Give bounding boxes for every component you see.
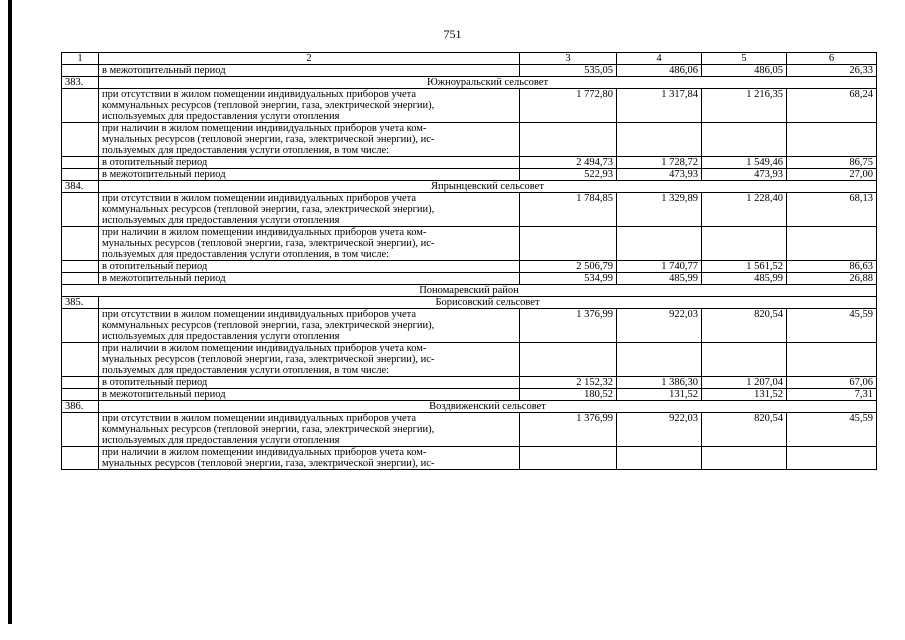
value-cell: 1 216,35 — [702, 89, 787, 123]
value-cell — [787, 343, 877, 377]
row-description — [99, 389, 520, 401]
row-number — [62, 261, 99, 273]
description-line: мунальных ресурсов (тепловой энергии, газа, электрической энергии), ис- — [102, 238, 435, 249]
column-header: 2 — [99, 53, 520, 65]
row-description — [99, 413, 520, 447]
row-number — [62, 193, 99, 227]
description-line: коммунальных ресурсов (тепловой энергии, газа, электрической энергии), — [102, 204, 435, 215]
column-header: 6 — [787, 53, 877, 65]
row-number — [62, 89, 99, 123]
value-cell — [787, 227, 877, 261]
table-row — [62, 227, 877, 261]
value-cell: 1 317,84 — [617, 89, 702, 123]
row-number — [62, 447, 99, 470]
description-line: при отсутствии в жилом помещении индивидуальных приборов учета — [102, 89, 417, 100]
value-cell — [520, 343, 617, 377]
value-cell: 1 740,77 — [617, 261, 702, 273]
section-row — [62, 297, 877, 309]
description-line: при наличии в жилом помещении индивидуальных приборов учета ком- — [102, 123, 427, 134]
value-cell: 1 728,72 — [617, 157, 702, 169]
value-cell: 26,88 — [787, 273, 877, 285]
value-cell: 1 386,30 — [617, 377, 702, 389]
column-header: 5 — [702, 53, 787, 65]
value-cell: 131,52 — [702, 389, 787, 401]
value-cell: 485,99 — [702, 273, 787, 285]
value-cell: 1 207,04 — [702, 377, 787, 389]
table-row — [62, 123, 877, 157]
value-cell — [702, 447, 787, 470]
table-row — [62, 65, 877, 77]
value-cell — [702, 343, 787, 377]
description-line: используемых для предоставления услуги отопления — [102, 215, 340, 226]
description-line: мунальных ресурсов (тепловой энергии, газа, электрической энергии), ис- — [102, 354, 435, 365]
tariff-table — [61, 52, 877, 470]
value-cell: 1 228,40 — [702, 193, 787, 227]
row-description — [99, 377, 520, 389]
row-description — [99, 89, 520, 123]
description-line: пользуемых для предоставления услуги отопления, в том числе: — [102, 249, 390, 260]
value-cell: 1 549,46 — [702, 157, 787, 169]
table-row — [62, 309, 877, 343]
section-title: Борисовский сельсовет — [99, 297, 877, 309]
description-line: используемых для предоставления услуги отопления — [102, 111, 340, 122]
description-line: при отсутствии в жилом помещении индивидуальных приборов учета — [102, 413, 417, 424]
value-cell — [617, 227, 702, 261]
row-number — [62, 343, 99, 377]
value-cell: 1 376,99 — [520, 309, 617, 343]
value-cell: 922,03 — [617, 309, 702, 343]
value-cell — [702, 123, 787, 157]
value-cell: 180,52 — [520, 389, 617, 401]
page-number: 751 — [443, 27, 462, 41]
table-row — [62, 157, 877, 169]
value-cell — [520, 123, 617, 157]
section-row — [62, 181, 877, 193]
district-row — [62, 285, 877, 297]
row-number — [62, 227, 99, 261]
row-description — [99, 227, 520, 261]
value-cell — [617, 447, 702, 470]
value-cell: 535,05 — [520, 65, 617, 77]
column-header: 1 — [62, 53, 99, 65]
value-cell: 68,24 — [787, 89, 877, 123]
value-cell — [617, 343, 702, 377]
table-header-row — [62, 53, 877, 65]
value-cell: 922,03 — [617, 413, 702, 447]
section-number: 383. — [62, 77, 99, 89]
description-line: при отсутствии в жилом помещении индивидуальных приборов учета — [102, 193, 417, 204]
value-cell: 820,54 — [702, 413, 787, 447]
section-row — [62, 77, 877, 89]
table-row — [62, 343, 877, 377]
value-cell: 86,63 — [787, 261, 877, 273]
table-row — [62, 413, 877, 447]
section-row — [62, 401, 877, 413]
row-number — [62, 377, 99, 389]
table-row — [62, 377, 877, 389]
section-number: 386. — [62, 401, 99, 413]
row-description — [99, 273, 520, 285]
value-cell: 473,93 — [702, 169, 787, 181]
row-number — [62, 65, 99, 77]
row-number — [62, 413, 99, 447]
row-description — [99, 65, 520, 77]
value-cell: 27,00 — [787, 169, 877, 181]
value-cell: 820,54 — [702, 309, 787, 343]
value-cell: 473,93 — [617, 169, 702, 181]
description-line: в межотопительный период — [102, 389, 226, 400]
value-cell: 522,93 — [520, 169, 617, 181]
column-header: 4 — [617, 53, 702, 65]
table-row — [62, 273, 877, 285]
section-title: Воздвиженский сельсовет — [99, 401, 877, 413]
row-number — [62, 123, 99, 157]
description-line: в отопительный период — [102, 157, 208, 168]
row-description — [99, 447, 520, 470]
row-description — [99, 343, 520, 377]
description-line: используемых для предоставления услуги отопления — [102, 331, 340, 342]
description-line: при наличии в жилом помещении индивидуальных приборов учета ком- — [102, 227, 427, 238]
value-cell: 26,33 — [787, 65, 877, 77]
value-cell: 486,06 — [617, 65, 702, 77]
value-cell: 1 772,80 — [520, 89, 617, 123]
value-cell: 485,99 — [617, 273, 702, 285]
value-cell: 2 152,32 — [520, 377, 617, 389]
value-cell — [520, 447, 617, 470]
table-row — [62, 261, 877, 273]
value-cell: 45,59 — [787, 413, 877, 447]
section-title: Южноуральский сельсовет — [99, 77, 877, 89]
value-cell — [617, 123, 702, 157]
scan-edge-bar — [8, 0, 12, 624]
table-row — [62, 389, 877, 401]
value-cell: 1 329,89 — [617, 193, 702, 227]
row-number — [62, 169, 99, 181]
description-line: при отсутствии в жилом помещении индивидуальных приборов учета — [102, 309, 417, 320]
table-row — [62, 193, 877, 227]
value-cell: 2 494,73 — [520, 157, 617, 169]
row-number — [62, 389, 99, 401]
value-cell: 1 561,52 — [702, 261, 787, 273]
value-cell: 68,13 — [787, 193, 877, 227]
section-title: Япрынцевский сельсовет — [99, 181, 877, 193]
section-number: 385. — [62, 297, 99, 309]
value-cell: 534,99 — [520, 273, 617, 285]
description-line: коммунальных ресурсов (тепловой энергии, газа, электрической энергии), — [102, 100, 435, 111]
table-body — [62, 53, 877, 470]
value-cell: 7,31 — [787, 389, 877, 401]
row-description — [99, 309, 520, 343]
value-cell: 486,05 — [702, 65, 787, 77]
description-line: в отопительный период — [102, 261, 208, 272]
description-line: мунальных ресурсов (тепловой энергии, газа, электрической энергии), ис- — [102, 458, 435, 469]
value-cell — [702, 227, 787, 261]
value-cell — [787, 123, 877, 157]
description-line: при наличии в жилом помещении индивидуальных приборов учета ком- — [102, 447, 427, 458]
value-cell: 86,75 — [787, 157, 877, 169]
description-line: коммунальных ресурсов (тепловой энергии, газа, электрической энергии), — [102, 424, 435, 435]
description-line: коммунальных ресурсов (тепловой энергии, газа, электрической энергии), — [102, 320, 435, 331]
row-description — [99, 261, 520, 273]
description-line: мунальных ресурсов (тепловой энергии, газа, электрической энергии), ис- — [102, 134, 435, 145]
column-header: 3 — [520, 53, 617, 65]
description-line: пользуемых для предоставления услуги отопления, в том числе: — [102, 365, 390, 376]
row-number — [62, 309, 99, 343]
row-description — [99, 123, 520, 157]
value-cell: 1 784,85 — [520, 193, 617, 227]
description-line: в отопительный период — [102, 377, 208, 388]
section-number: 384. — [62, 181, 99, 193]
description-line: в межотопительный период — [102, 273, 226, 284]
value-cell: 131,52 — [617, 389, 702, 401]
description-line: при наличии в жилом помещении индивидуальных приборов учета ком- — [102, 343, 427, 354]
value-cell: 1 376,99 — [520, 413, 617, 447]
table-row — [62, 447, 877, 470]
table-row — [62, 89, 877, 123]
row-number — [62, 273, 99, 285]
row-description — [99, 193, 520, 227]
description-line: в межотопительный период — [102, 65, 226, 76]
table-row — [62, 169, 877, 181]
description-line: в межотопительный период — [102, 169, 226, 180]
value-cell — [787, 447, 877, 470]
row-description — [99, 157, 520, 169]
description-line: используемых для предоставления услуги отопления — [102, 435, 340, 446]
district-title: Пономаревский район — [62, 285, 877, 297]
value-cell: 45,59 — [787, 309, 877, 343]
value-cell: 2 506,79 — [520, 261, 617, 273]
row-number — [62, 157, 99, 169]
value-cell: 67,06 — [787, 377, 877, 389]
value-cell — [520, 227, 617, 261]
row-description — [99, 169, 520, 181]
description-line: пользуемых для предоставления услуги отопления, в том числе: — [102, 145, 390, 156]
